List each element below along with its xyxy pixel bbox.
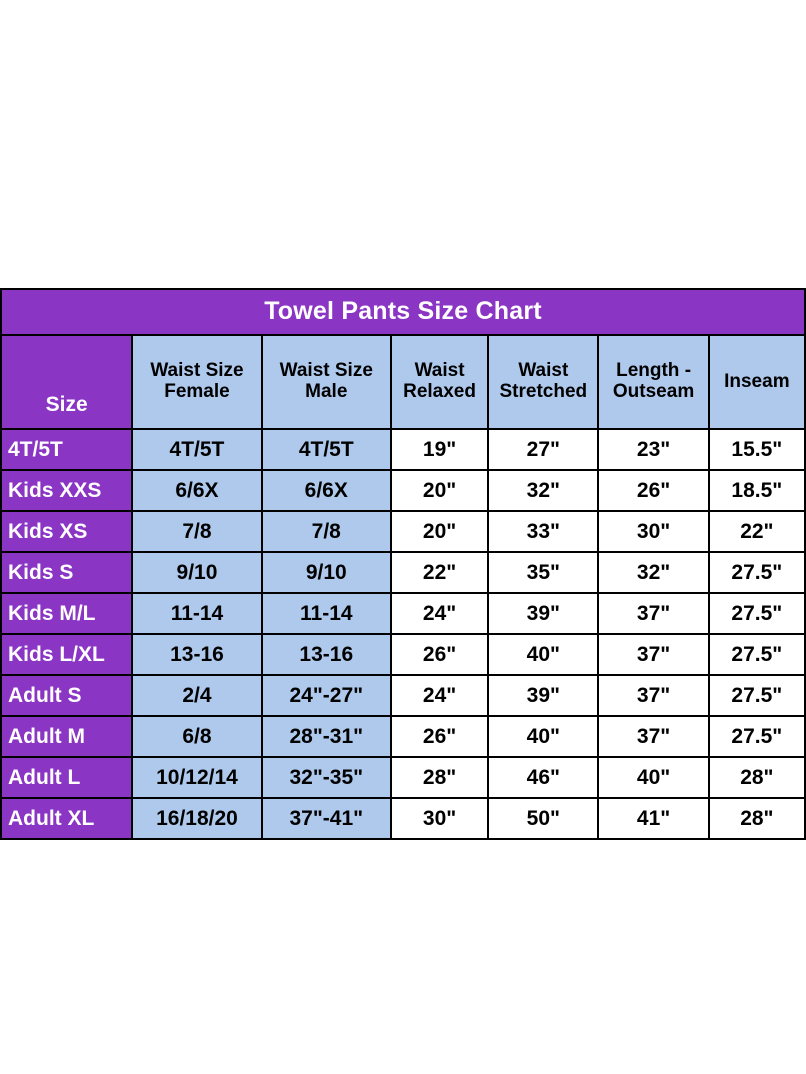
column-header-waist-stretched [488, 335, 598, 429]
cell-waist-size-male: 7/8 [262, 511, 391, 552]
cell-waist-size-male: 4T/5T [262, 429, 391, 470]
cell-waist-size-female: 10/12/14 [132, 757, 261, 798]
cell-waist-stretched: 50" [488, 798, 598, 839]
table-row [1, 798, 805, 839]
row-size-label: Kids L/XL [1, 634, 132, 675]
cell-waist-stretched: 39" [488, 675, 598, 716]
cell-waist-size-female: 13-16 [132, 634, 261, 675]
cell-waist-stretched: 40" [488, 634, 598, 675]
page-title: Towel Pants Size Chart [1, 289, 805, 335]
cell-length-outseam: 40" [598, 757, 708, 798]
cell-waist-size-female: 6/8 [132, 716, 261, 757]
chart-title-row [1, 289, 805, 335]
cell-length-outseam: 23" [598, 429, 708, 470]
cell-inseam: 27.5" [709, 552, 805, 593]
cell-length-outseam: 37" [598, 634, 708, 675]
table-row [1, 429, 805, 470]
column-header-waist-size-female [132, 335, 261, 429]
column-header-line1: Inseam [724, 370, 790, 392]
cell-waist-size-female: 11-14 [132, 593, 261, 634]
cell-waist-size-male: 9/10 [262, 552, 391, 593]
cell-waist-relaxed: 19" [391, 429, 488, 470]
row-size-label: Adult S [1, 675, 132, 716]
column-header-size [1, 335, 132, 429]
cell-inseam: 27.5" [709, 675, 805, 716]
table-row [1, 675, 805, 716]
row-size-label: Adult XL [1, 798, 132, 839]
cell-length-outseam: 37" [598, 716, 708, 757]
table-row [1, 552, 805, 593]
column-header-line1: Waist [414, 360, 465, 382]
cell-length-outseam: 41" [598, 798, 708, 839]
cell-waist-size-female: 4T/5T [132, 429, 261, 470]
cell-inseam: 18.5" [709, 470, 805, 511]
cell-waist-size-male: 11-14 [262, 593, 391, 634]
row-size-label: Kids XXS [1, 470, 132, 511]
cell-waist-size-male: 37"-41" [262, 798, 391, 839]
cell-waist-size-male: 32"-35" [262, 757, 391, 798]
table-row [1, 593, 805, 634]
cell-length-outseam: 37" [598, 593, 708, 634]
table-row [1, 757, 805, 798]
table-row [1, 511, 805, 552]
column-header-length-outseam [598, 335, 708, 429]
column-header-line2: Female [164, 381, 230, 402]
cell-inseam: 28" [709, 757, 805, 798]
row-size-label: 4T/5T [1, 429, 132, 470]
cell-waist-size-male: 24"-27" [262, 675, 391, 716]
cell-length-outseam: 30" [598, 511, 708, 552]
size-chart-container [0, 288, 806, 840]
cell-waist-stretched: 27" [488, 429, 598, 470]
column-header-line1: Waist Size [150, 360, 244, 382]
cell-waist-size-female: 16/18/20 [132, 798, 261, 839]
cell-waist-relaxed: 26" [391, 716, 488, 757]
cell-inseam: 27.5" [709, 593, 805, 634]
column-header-line1: Waist [518, 360, 569, 382]
column-header-size-label: Size [45, 392, 88, 416]
cell-length-outseam: 26" [598, 470, 708, 511]
table-header-row [1, 335, 805, 429]
cell-waist-relaxed: 22" [391, 552, 488, 593]
cell-inseam: 22" [709, 511, 805, 552]
row-size-label: Kids S [1, 552, 132, 593]
table-row [1, 634, 805, 675]
column-header-line2: Stretched [499, 381, 588, 402]
row-size-label: Kids M/L [1, 593, 132, 634]
cell-waist-size-female: 6/6X [132, 470, 261, 511]
cell-waist-size-male: 13-16 [262, 634, 391, 675]
row-size-label: Kids XS [1, 511, 132, 552]
cell-waist-relaxed: 24" [391, 675, 488, 716]
cell-inseam: 28" [709, 798, 805, 839]
cell-waist-relaxed: 30" [391, 798, 488, 839]
column-header-line1: Waist Size [279, 360, 373, 382]
cell-waist-stretched: 40" [488, 716, 598, 757]
cell-waist-size-female: 9/10 [132, 552, 261, 593]
cell-waist-size-male: 6/6X [262, 470, 391, 511]
cell-waist-stretched: 32" [488, 470, 598, 511]
column-header-inseam [709, 335, 805, 429]
table-row [1, 716, 805, 757]
cell-waist-relaxed: 26" [391, 634, 488, 675]
cell-waist-size-male: 28"-31" [262, 716, 391, 757]
table-row [1, 470, 805, 511]
cell-waist-size-female: 7/8 [132, 511, 261, 552]
towel-pants-size-chart [0, 288, 806, 840]
cell-length-outseam: 37" [598, 675, 708, 716]
cell-waist-relaxed: 28" [391, 757, 488, 798]
cell-waist-stretched: 35" [488, 552, 598, 593]
cell-waist-stretched: 39" [488, 593, 598, 634]
column-header-line2: Male [305, 381, 348, 402]
column-header-line2: Relaxed [403, 381, 476, 402]
cell-inseam: 27.5" [709, 716, 805, 757]
cell-waist-relaxed: 24" [391, 593, 488, 634]
row-size-label: Adult L [1, 757, 132, 798]
column-header-waist-size-male [262, 335, 391, 429]
row-size-label: Adult M [1, 716, 132, 757]
cell-length-outseam: 32" [598, 552, 708, 593]
cell-waist-stretched: 46" [488, 757, 598, 798]
cell-waist-relaxed: 20" [391, 511, 488, 552]
column-header-line2: Outseam [612, 381, 695, 402]
cell-inseam: 27.5" [709, 634, 805, 675]
column-header-line1: Length - [616, 360, 692, 382]
column-header-waist-relaxed [391, 335, 488, 429]
cell-waist-relaxed: 20" [391, 470, 488, 511]
cell-waist-size-female: 2/4 [132, 675, 261, 716]
cell-waist-stretched: 33" [488, 511, 598, 552]
cell-inseam: 15.5" [709, 429, 805, 470]
